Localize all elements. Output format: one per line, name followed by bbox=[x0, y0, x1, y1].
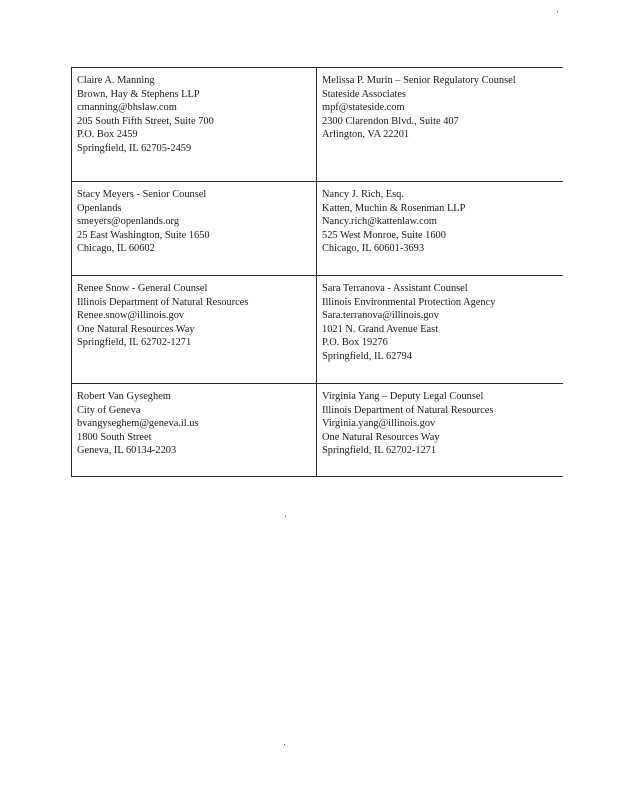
contact-email: bvangyseghem@geneva.il.us bbox=[77, 418, 199, 430]
table-row bbox=[72, 276, 564, 384]
contact-cell-terranova bbox=[317, 276, 564, 384]
table-row bbox=[72, 68, 564, 182]
contact-organization: Brown, Hay & Stephens LLP bbox=[77, 88, 200, 100]
contact-cell-manning bbox=[72, 68, 317, 182]
contact-street: 1021 N. Grand Avenue East bbox=[322, 323, 439, 335]
contact-cell-meyers bbox=[72, 182, 317, 276]
contact-city-state-zip: Geneva, IL 60134-2203 bbox=[77, 445, 177, 457]
contact-cell-yang bbox=[317, 384, 564, 477]
contact-organization: Katten, Muchin & Rosenman LLP bbox=[322, 202, 466, 214]
contact-po-box: P.O. Box 19276 bbox=[322, 337, 388, 349]
scan-speck-bottom bbox=[284, 744, 285, 745]
contact-city-state-zip: Springfield, IL 62702-1271 bbox=[77, 337, 192, 349]
contact-name: Robert Van Gyseghem bbox=[77, 391, 171, 402]
contact-name: Stacy Meyers - Senior Counsel bbox=[77, 189, 207, 200]
contact-city-state-zip: Springfield, IL 62794 bbox=[322, 350, 412, 362]
contact-organization: Illinois Department of Natural Resources bbox=[77, 296, 249, 308]
contact-cell-van-gyseghem bbox=[72, 384, 317, 477]
table-row bbox=[72, 182, 564, 276]
contact-street: 25 East Washington, Suite 1650 bbox=[77, 229, 210, 241]
contact-organization: City of Geneva bbox=[77, 404, 141, 416]
contact-street: 205 South Fifth Street, Suite 700 bbox=[77, 115, 214, 127]
contact-name: Virginia Yang – Deputy Legal Counsel bbox=[322, 391, 484, 402]
contact-street: One Natural Resources Way bbox=[77, 323, 195, 335]
contact-organization: Openlands bbox=[77, 202, 122, 214]
contact-email: Renee.snow@illinois.gov bbox=[77, 310, 185, 322]
contact-cell-rich bbox=[317, 182, 564, 276]
contact-email: smeyers@openlands.org bbox=[77, 216, 180, 228]
contact-email: cmanning@bhslaw.com bbox=[77, 102, 177, 114]
contact-name: Nancy J. Rich, Esq. bbox=[322, 189, 404, 200]
contact-organization: Illinois Environmental Protection Agency bbox=[322, 296, 496, 308]
contact-name: Sara Terranova - Assistant Counsel bbox=[322, 283, 468, 294]
contact-street: One Natural Resources Way bbox=[322, 431, 440, 443]
contact-city-state-zip: Chicago, IL 60602 bbox=[77, 243, 155, 255]
contact-cell-murin bbox=[317, 68, 564, 182]
contact-city-state-zip: Chicago, IL 60601-3693 bbox=[322, 243, 425, 255]
contact-street: 2300 Clarendon Blvd., Suite 407 bbox=[322, 115, 459, 127]
scan-speck-top bbox=[557, 11, 558, 12]
contact-city-state-zip: Springfield, IL 62702-1271 bbox=[322, 445, 437, 457]
contact-email: mpf@stateside.com bbox=[322, 102, 405, 114]
contact-email: Nancy.rich@kattenlaw.com bbox=[322, 216, 437, 228]
contact-email: Sara.terranova@illinois.gov bbox=[322, 310, 439, 322]
contact-name: Renee Snow - General Counsel bbox=[77, 283, 208, 294]
contact-street: 1800 South Street bbox=[77, 431, 152, 443]
scan-speck-middle bbox=[285, 516, 286, 517]
contact-city-state-zip: Arlington, VA 22201 bbox=[322, 129, 410, 141]
contact-po-box: P.O. Box 2459 bbox=[77, 129, 138, 141]
contact-street: 525 West Monroe, Suite 1600 bbox=[322, 229, 446, 241]
contact-email: Virginia.yang@illinois.gov bbox=[322, 418, 436, 430]
table-row bbox=[72, 384, 564, 477]
contact-city-state-zip: Springfield, IL 62705-2459 bbox=[77, 142, 192, 154]
contact-cell-snow bbox=[72, 276, 317, 384]
contact-organization: Stateside Associates bbox=[322, 88, 406, 100]
contact-name: Claire A. Manning bbox=[77, 75, 155, 86]
service-list-table bbox=[71, 67, 563, 477]
contact-organization: Illinois Department of Natural Resources bbox=[322, 404, 494, 416]
contact-name: Melissa P. Murin – Senior Regulatory Counsel bbox=[322, 75, 516, 86]
